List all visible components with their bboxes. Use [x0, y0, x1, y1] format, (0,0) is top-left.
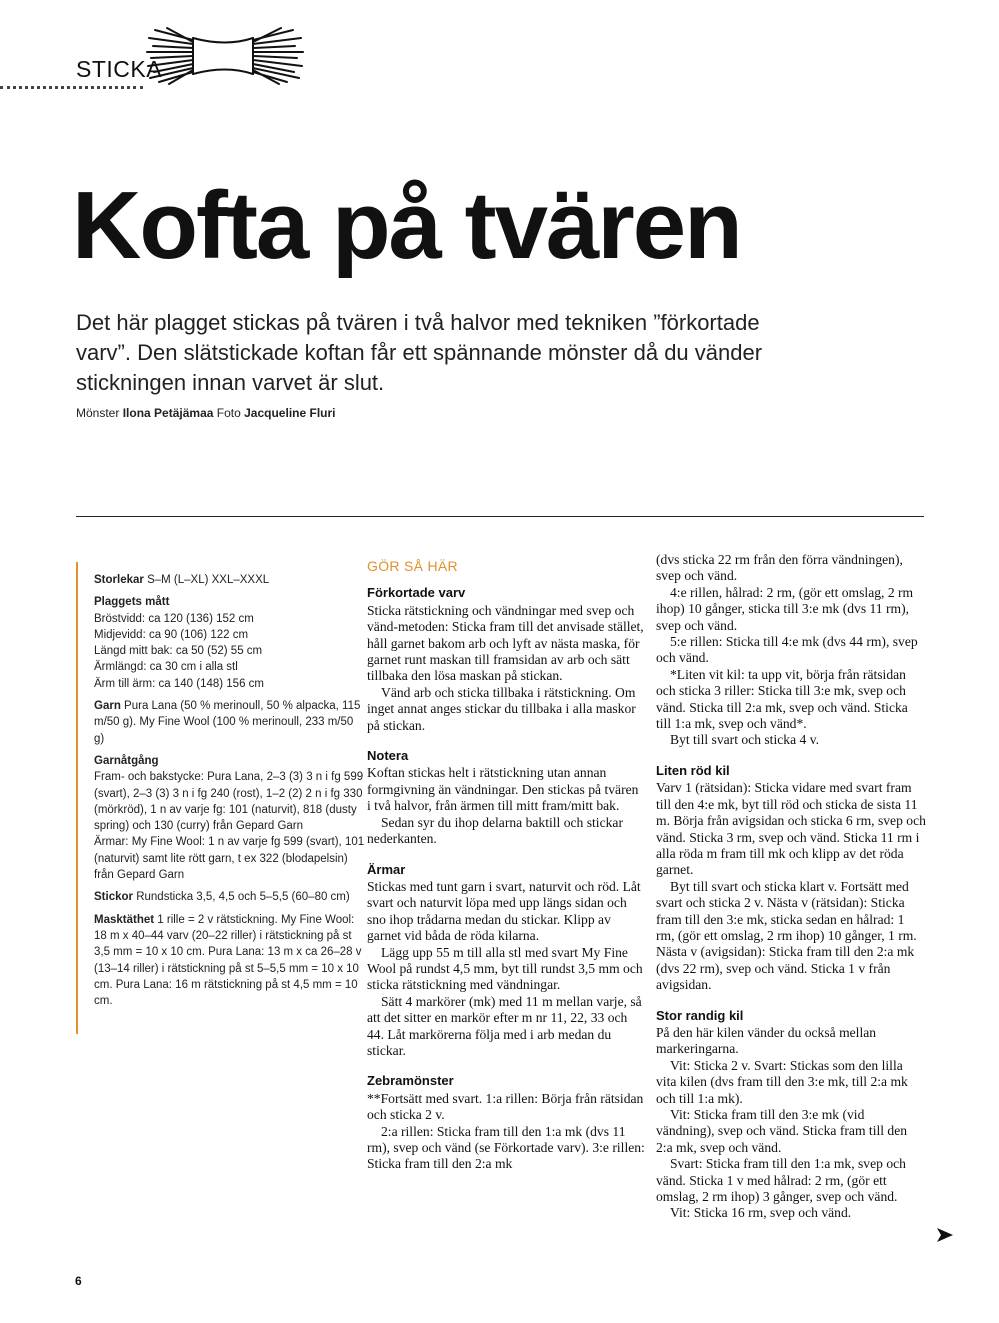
measure-line: Bröstvidd: ca 120 (136) 152 cm	[94, 612, 254, 625]
measure-line: Längd mitt bak: ca 50 (52) 55 cm	[94, 645, 263, 658]
armar-heading: Ärmar	[367, 861, 406, 877]
measures-fact	[94, 594, 366, 692]
yarn-amount-line: Ärmar: My Fine Wool: 1 n av varje fg 599 (svart), 101 (naturvit) samt lite rött garn, t ex 322 (blodapelsin) från Gepard Garn	[94, 836, 365, 882]
paragraph: Byt till svart och sticka klart v. Fortsätt med svart och sticka 2 v. Nästa v (rätsidan): Sticka fram till den 3:e mk, sticka sedan en hålrad: 1 rm, (gör ett omslag, 2 rm ihop) 10 gånger, 1 rm. Nästa v (avigsidan): Sticka fram till den 2:a mk (dvs 22 rm), svep och vänd. Sticka 1 v från avigsidan.	[656, 878, 917, 993]
photo-label: Foto	[216, 406, 241, 420]
paragraph: Koftan stickas helt i rätstickning utan annan formgivning än vändningar. Den stickas på tvären i två halvor, från ärmen till mitt fram/mitt bak.	[367, 765, 639, 814]
paragraph: 4:e rillen, hålrad: 2 rm, (gör ett omslag, 2 rm ihop) 10 gånger, sticka till 3:e mk (dvs 11 rm), svep och vänd.	[656, 584, 914, 633]
yarn-amount-fact	[94, 753, 366, 883]
photo-author: Jacqueline Fluri	[244, 406, 336, 420]
paragraph: Sedan syr du ihop delarna baktill och stickar nederkanten.	[367, 814, 623, 847]
needles-label: Stickor	[94, 891, 133, 904]
instructions-heading: GÖR SÅ HÄR	[367, 558, 458, 574]
paragraph: 5:e rillen: Sticka till 4:e mk (dvs 44 rm), svep och vänd.	[656, 634, 918, 666]
stor-randig-kil-heading: Stor randig kil	[656, 1007, 744, 1023]
measure-line: Ärm till ärm: ca 140 (148) 156 cm	[94, 677, 265, 690]
arrow-right-icon	[937, 1228, 953, 1242]
section-label: STICKA	[76, 56, 163, 82]
paragraph: Sätt 4 markörer (mk) med 11 m mellan varje, så att det sitter en markör efter m nr 11, 22, 33 och 44. Låt markörerna följa med i arb medan du stickar.	[367, 993, 642, 1058]
measure-line: Ärmlängd: ca 30 cm i alla stl	[94, 661, 238, 674]
instructions-column-1	[367, 552, 645, 1173]
measure-line: Midjevidd: ca 90 (106) 122 cm	[94, 628, 249, 641]
sizes-fact	[94, 572, 366, 588]
notera-heading: Notera	[367, 748, 409, 764]
sizes-label: Storlekar	[94, 574, 144, 586]
paragraph: Vit: Sticka 2 v. Svart: Stickas som den lilla vita kilen (dvs fram till den 3:e mk, till 2:a mk och till 1:a mk).	[656, 1057, 908, 1106]
paragraph: **Fortsätt med svart. 1:a rillen: Börja från rätsidan och sticka 2 v.	[367, 1090, 644, 1123]
yarn-label: Garn	[94, 700, 121, 713]
article-intro: Det här plagget stickas på tvären i två halvor med tekniken ”förkortade varv”. Den slätstickade koftan får ett spännande mönster då du vänder stickningen innan varvet är slut.	[76, 310, 763, 395]
article-title: Kofta på tvären	[72, 172, 741, 279]
paragraph: Vänd arb och sticka tillbaka i rätstickning. Om inget annat anges stickar du tillbaka i alla maskor på stickan.	[367, 684, 636, 733]
section-divider	[76, 516, 924, 517]
sizes-value: S–M (L–XL) XXL–XXXL	[147, 574, 270, 586]
yarn-value: Pura Lana (50 % merinoull, 50 % alpacka, 115 m/50 g). My Fine Wool (100 % merinoull, 233 m/50 g)	[94, 700, 361, 745]
paragraph: Sticka rätstickning och vändningar med svep och vänd-metoden: Sticka fram till det anvisade stället, håll garnet bakom arb och lyft av nästa maska, för garnet runt maskan till framsidan av arb och sätt tillbaka den lösa maskan på stickan.	[367, 602, 644, 684]
article-credits	[76, 406, 335, 420]
paragraph: Varv 1 (rätsidan): Sticka vidare med svart fram till den 4:e mk, byt till röd och sticka de sista 11 m. Börja från avigsidan och sticka 6 rm, svep och vänd. Sticka 3 rm, svep och vänd. Sticka 11 rm i alla röda m fram till mk och klipp av det röda garnet.	[656, 780, 926, 878]
yarn-skein-icon	[145, 26, 305, 86]
forkortade-heading: Förkortade varv	[367, 585, 466, 601]
paragraph: Vit: Sticka fram till den 3:e mk (vid vändning), svep och vänd. Sticka fram till den 2:a mk, svep och vänd.	[656, 1107, 908, 1155]
paragraph: Stickas med tunt garn i svart, naturvit och röd. Låt svart och naturvit löpa med upp längs sidan och sno ihop trådarna medan du stickar. Klipp av garnet vid båda de röda kilarna.	[367, 878, 641, 944]
pattern-author: Ilona Petäjämaa	[122, 406, 214, 420]
yarn-fact	[94, 698, 366, 747]
paragraph: Vit: Sticka 16 rm, svep och vänd.	[670, 1205, 852, 1221]
pattern-label: Mönster	[76, 406, 120, 420]
page-number: 6	[75, 1274, 82, 1288]
needles-value: Rundsticka 3,5, 4,5 och 5–5,5 (60–80 cm)	[136, 891, 350, 904]
yarn-amount-line: Fram- och bakstycke: Pura Lana, 2–3 (3) 3 n i fg 599 (svart), 2–3 (3) 3 n i fg 240 (rost), 1–2 (2) 2 n i fg 330 (mörkröd), 1 n av varje fg: 101 (naturvit), 818 (dusty spring) och 130 (curry) från Gepard Garn	[94, 771, 364, 833]
gauge-value: 1 rille = 2 v rätstickning. My Fine Wool: 18 m x 40–44 varv (20–22 riller) i rätstickning på st 3,5 mm = 10 x 10 cm. Pura Lana: 13 m x ca 26–28 v (13–14 riller) i rätstickning på st 5–5,5 mm = 10 x 10 cm. Pura Lana: 16 m rätstickning på st 4,5 mm = 10 cm.	[94, 913, 362, 1008]
gauge-fact	[94, 912, 366, 1010]
paragraph: Svart: Sticka fram till den 1:a mk, svep och vänd. Sticka 1 v med hålrad: 2 rm, (gör ett omslag, 2 rm ihop) 3 gånger, svep och vänd.	[656, 1156, 906, 1205]
needles-fact	[94, 889, 366, 905]
paragraph: *Liten vit kil: ta upp vit, börja från rätsidan och sticka 3 riller: Sticka till 3:e mk, svep och vänd. Sticka till 2:a mk, svep och vänd. Sticka till 1:a mk, svep och vänd*.	[656, 666, 908, 732]
paragraph: På den här kilen vänder du också mellan markeringarna.	[656, 1024, 877, 1057]
instructions-column-2	[656, 552, 926, 1222]
paragraph: (dvs sticka 22 rm från den förra vändningen), svep och vänd.	[656, 552, 903, 584]
paragraph: 2:a rillen: Sticka fram till den 1:a mk (dvs 11 rm), svep och vänd (se Förkortade varv). 3:e rillen: Sticka fram till den 2:a mk	[367, 1123, 645, 1172]
paragraph: Lägg upp 55 m till alla stl med svart My Fine Wool på rundst 4,5 mm, byt till rundst 3,5 mm och sticka rätstickning med vändningar.	[367, 944, 643, 993]
header-dotted-rule	[0, 86, 143, 89]
zebra-heading: Zebramönster	[367, 1073, 454, 1089]
yarn-amount-label: Garnåtgång	[94, 754, 159, 767]
paragraph: Byt till svart och sticka 4 v.	[670, 732, 820, 748]
liten-rod-kil-heading: Liten röd kil	[656, 762, 730, 778]
gauge-label: Masktäthet	[94, 913, 155, 926]
measures-label: Plaggets mått	[94, 596, 170, 609]
facts-box	[76, 562, 366, 1034]
